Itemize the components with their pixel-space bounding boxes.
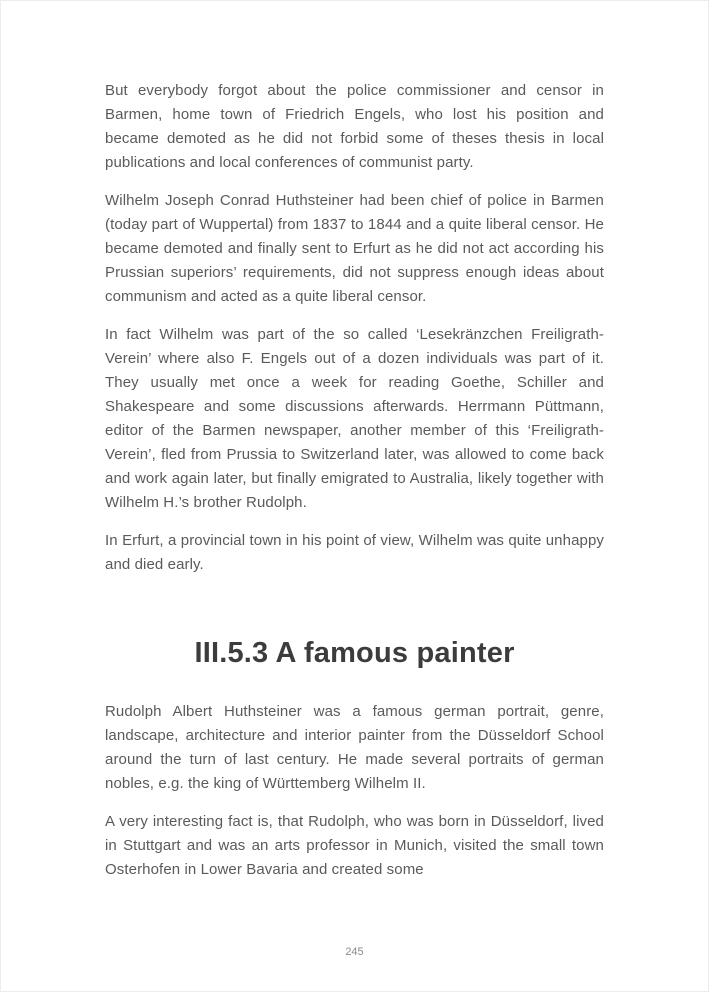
- paragraph-erfurt: In Erfurt, a provincial town in his point of view, Wilhelm was quite unhappy and died early.: [105, 532, 604, 573]
- section-heading: III.5.3 A famous painter: [194, 637, 515, 669]
- paragraph-wilhelm-huthsteiner: Wilhelm Joseph Conrad Huthsteiner had been chief of police in Barmen (today part of Wuppertal) from 1837 to 1844 and a quite liberal censor. He became demoted and finally sent to Erfurt as he did not act according his Prussian superiors’ requirements, did not suppress enough ideas about communism and acted as a quite liberal censor.: [105, 192, 604, 305]
- paragraph-interesting-fact: A very interesting fact is, that Rudolph, who was born in Düsseldorf, lived in Stuttgart and was an arts professor in Munich, visited the small town Osterhofen in Lower Bavaria and created some: [105, 813, 604, 878]
- paragraph-police-commissioner: But everybody forgot about the police commissioner and censor in Barmen, home town of Friedrich Engels, who lost his position and became demoted as he did not forbid some of theses thesis in local publications and local conferences of communist party.: [105, 82, 604, 171]
- page-number: 245: [345, 946, 364, 958]
- paragraph-rudolph-painter: Rudolph Albert Huthsteiner was a famous german portrait, genre, landscape, architecture and interior painter from the Düsseldorf School around the turn of last century. He made several portraits of german nobles, e.g. the king of Württemberg Wilhelm II.: [105, 703, 604, 792]
- paragraph-lesekraenzchen: In fact Wilhelm was part of the so called ‘Lesekränzchen Freiligrath-Verein’ where also F. Engels out of a dozen individuals was part of it. They usually met once a week for reading Goethe, Schiller and Shakespeare and some discussions afterwards. Herrmann Püttmann, editor of the Barmen newspaper, another member of this ‘Freiligrath-Verein’, fled from Prussia to Switzerland later, was allowed to come back and work again later, but finally emigrated to Australia, likely together with Wilhelm H.’s brother Rudolph.: [105, 326, 604, 511]
